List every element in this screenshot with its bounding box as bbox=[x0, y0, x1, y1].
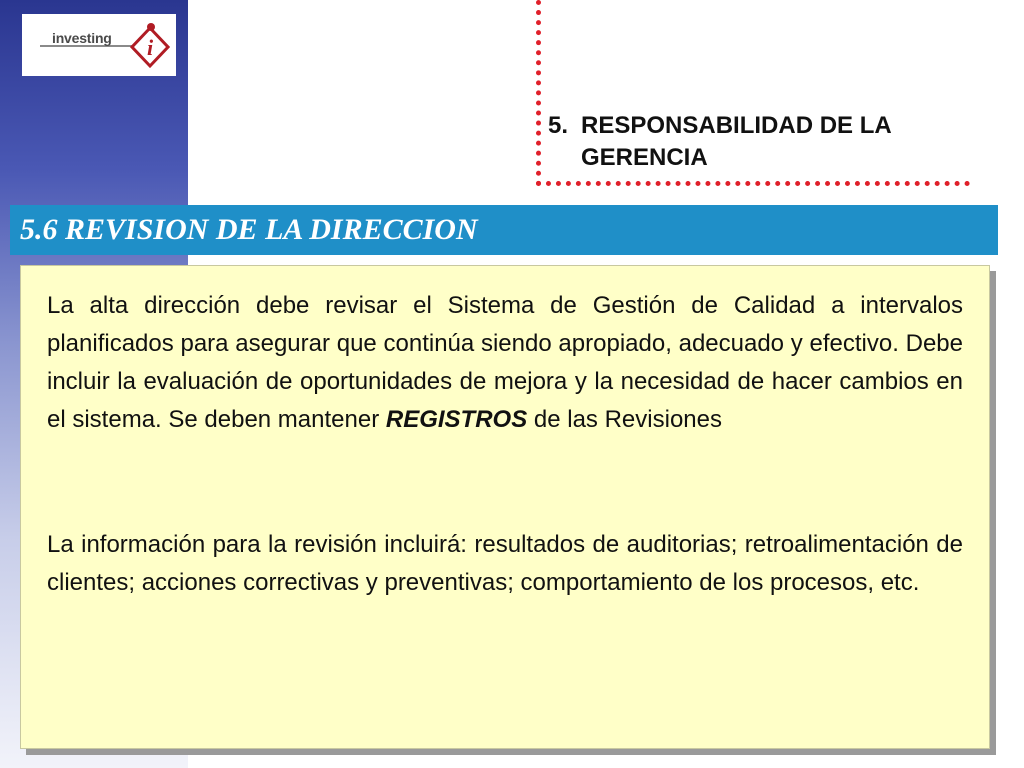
section-heading bbox=[548, 110, 968, 174]
paragraph-requirement bbox=[47, 287, 963, 439]
paragraph-requirement-end: de las Revisiones bbox=[527, 406, 722, 433]
logo-diamond-icon bbox=[130, 22, 170, 70]
paragraph-requirement-text: La alta dirección debe revisar el Sistema de Gestión de Calidad a intervalos planificados para asegurar que continúa siendo apropiado, adecuado y efectivo. Debe incluir la evaluación de oportunidades de mejora y la necesidad de hacer cambios en el sistema. Se deben mantener bbox=[47, 292, 963, 433]
logo-wordmark: investing bbox=[52, 30, 112, 46]
company-logo bbox=[22, 14, 176, 76]
logo-letter: i bbox=[146, 35, 154, 60]
section-number: 5. bbox=[548, 112, 569, 139]
section-title: RESPONSABILIDAD DE LA GERENCIA bbox=[581, 112, 891, 171]
records-emphasis: REGISTROS bbox=[385, 406, 528, 433]
paragraph-review-inputs: La información para la revisión incluirá: resultados de auditorias; retroalimentación de clientes; acciones correctivas y preventivas; comportamiento de los procesos, etc. bbox=[47, 531, 963, 596]
page-title: 5.6 REVISION DE LA DIRECCION bbox=[20, 213, 478, 246]
